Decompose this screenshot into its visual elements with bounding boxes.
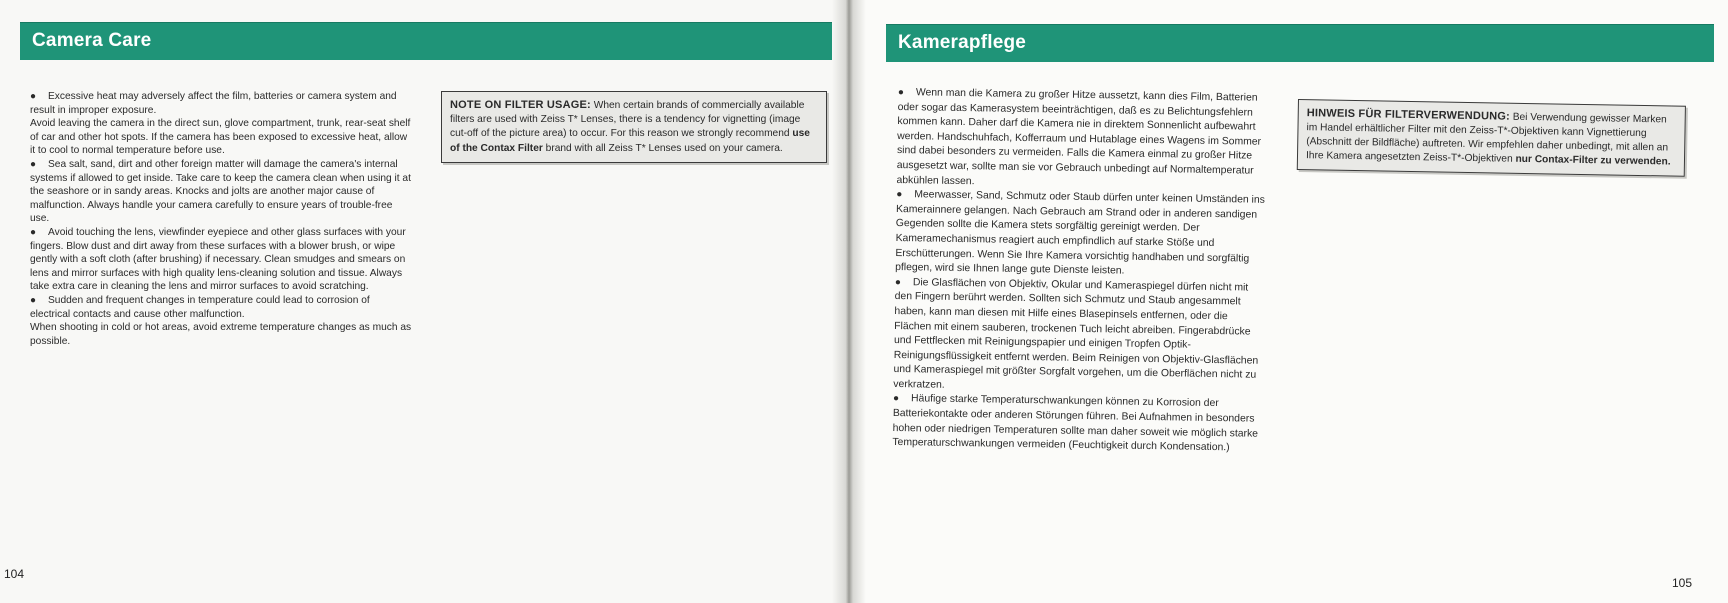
note-emphasis: use of the Contax Filter bbox=[450, 128, 810, 154]
paragraph-text: When shooting in cold or hot areas, avoid extreme temperature changes as much as possible. bbox=[30, 322, 412, 347]
paragraph bbox=[30, 321, 412, 348]
paragraph bbox=[30, 226, 412, 294]
bullet-icon: ● bbox=[30, 91, 37, 102]
paragraph-text: Sudden and frequent changes in temperature could lead to corrosion of electrical contacts and cause other malfunction. bbox=[30, 294, 370, 320]
body-text-column bbox=[30, 90, 412, 348]
paragraph bbox=[30, 294, 412, 321]
filter-note-box bbox=[441, 91, 827, 163]
bullet-icon: ● bbox=[896, 189, 903, 201]
paragraph-text: Avoid leaving the camera in the direct sun, glove compartment, trunk, rear-seat shelf of car and other hot spots. If the camera has been exposed to excessive heat, allow it to cool to normal temperature before use. bbox=[30, 118, 411, 157]
paragraph-text: Häufige starke Temperaturschwankungen können zu Korrosion der Batteriekontakte oder anderen Störungen führen. Bei Aufnahmen in besonders hohen oder niedrigen Temperaturen sollte man daher soweit wie möglich starke Temperaturschwankungen vermeiden (Feuchtigkeit durch Kondensation.) bbox=[892, 393, 1259, 454]
bullet-icon: ● bbox=[897, 86, 905, 99]
page-number: 105 bbox=[1672, 576, 1693, 590]
note-text: Bei Verwendung gewisser Marken im Handel erhältlicher Filter mit den Zeiss-T*-Objektiven kann Vignettierung (Abschnitt der Bildfläche) auftreten. Wir empfehlen daher unbedingt, mit allen an Ihre Kamera angesetzten Zeiss-T*-Objektiven bbox=[1305, 111, 1669, 165]
section-heading-band bbox=[886, 24, 1714, 62]
note-title: NOTE ON FILTER USAGE: bbox=[450, 99, 591, 111]
section-heading-band bbox=[20, 22, 832, 60]
page-number: 104 bbox=[4, 567, 25, 581]
paragraph-text: Die Glasflächen von Objektiv, Okular und Kameraspiegel dürfen nicht mit den Fingern berührt werden. Sollten sich Schmutz und Staub angesammelt haben, kann man diesen mit Hilfe eines Blasepinsels entfernen, oder die Flächen mit einem sauberen, trockenen Tuch leicht abreiben. Fingerabdrücke und Fettflecken mit Reinigungspapier und einigen Tropfen Optik-Reinigungsflüssigkeit entfernt werden. Beim Reinigen von Objektiv-Glasflächen und Kameraspiegel mit größter Sorgfalt vorgehen, um die Oberflächen nicht zu verkratzen. bbox=[893, 276, 1259, 391]
body-text-column bbox=[892, 86, 1268, 457]
page-104 bbox=[0, 0, 842, 603]
paragraph-text: Meerwasser, Sand, Schmutz oder Staub dürfen unter keinen Umständen ins Kamerainnere gelangen. Nach Gebrauch am Strand oder in anderen sandigen Gegenden sollte die Kamera stets sorgfältig gereinigt werden. Der Kameramechanismus reagiert auch empfindlich auf starke Stöße und Erschütterungen. Wenn Sie Ihre Kamera vorsichtig handhaben und sorgfältig pflegen, wird sie Ihnen lange gute Dienste leisten. bbox=[895, 189, 1265, 277]
note-emphasis: nur Contax-Filter zu verwenden. bbox=[1515, 153, 1671, 168]
paragraph bbox=[896, 86, 1268, 194]
note-text: brand with all Zeiss T* Lenses used on your camera. bbox=[545, 142, 783, 154]
paragraph bbox=[892, 392, 1263, 456]
bullet-icon: ● bbox=[30, 158, 37, 170]
bullet-icon: ● bbox=[30, 226, 37, 238]
paragraph-text: Avoid touching the lens, viewfinder eyepiece and other glass surfaces with your fingers. Blow dust and dirt away from these surfaces with a blower brush, or wipe gently with a soft cloth (after brushing) if necessary. Clean smudges and smears on lens and mirror surfaces with high quality lens-cleaning solution and tissue. Always take extra care in cleaning the lens and mirror surfaces to avoid scratching. bbox=[30, 226, 406, 293]
section-heading: Camera Care bbox=[32, 30, 152, 51]
bullet-icon: ● bbox=[894, 276, 902, 288]
paragraph bbox=[30, 90, 412, 117]
paragraph-text: Wenn man die Kamera zu großer Hitze aussetzt, kann dies Film, Batterien oder sogar das Kamerasystem beeinträchtigen, daß es zu Belichtungsfehlern kommen kann. Daher darf die Kamera nie in direktem Sonnenlicht aufbewahrt werden. Handschuhfach, Kofferraum und Hutablage eines Wagens im Sommer sind dabei besonders zu vermeiden. Falls die Kamera einmal zu großer Hitze ausgesetzt war, sollte man sie vor Gebrauch unbedingt auf Normaltemperatur abkühlen lassen. bbox=[896, 87, 1262, 187]
paragraph bbox=[30, 158, 412, 226]
note-text: When certain brands of commercially available filters are used with Zeiss T* Lenses, there is a tendency for vignetting (image cut-off of the picture area) to occur. For this reason we strongly recommend bbox=[450, 100, 805, 140]
page-105 bbox=[842, 0, 1728, 603]
paragraph bbox=[895, 188, 1266, 281]
paragraph-text: Excessive heat may adversely affect the film, batteries or camera system and result in improper exposure. bbox=[30, 91, 397, 116]
filter-note-box bbox=[1297, 99, 1686, 177]
paragraph-text: Sea salt, sand, dirt and other foreign matter will damage the camera's internal systems if allowed to get inside. Take care to keep the camera clean when using it at the seashore or in sandy areas. Knocks and jolts are another major cause of malfunction. Always handle your camera carefully to ensure years of trouble-free use. bbox=[30, 158, 411, 225]
bullet-icon: ● bbox=[30, 294, 37, 306]
book-gutter bbox=[832, 0, 866, 603]
paragraph bbox=[30, 117, 412, 158]
note-title: HINWEIS FÜR FILTERVERWENDUNG: bbox=[1306, 107, 1511, 123]
paragraph bbox=[893, 276, 1265, 399]
bullet-icon: ● bbox=[892, 393, 900, 405]
section-heading: Kamerapflege bbox=[898, 32, 1027, 53]
